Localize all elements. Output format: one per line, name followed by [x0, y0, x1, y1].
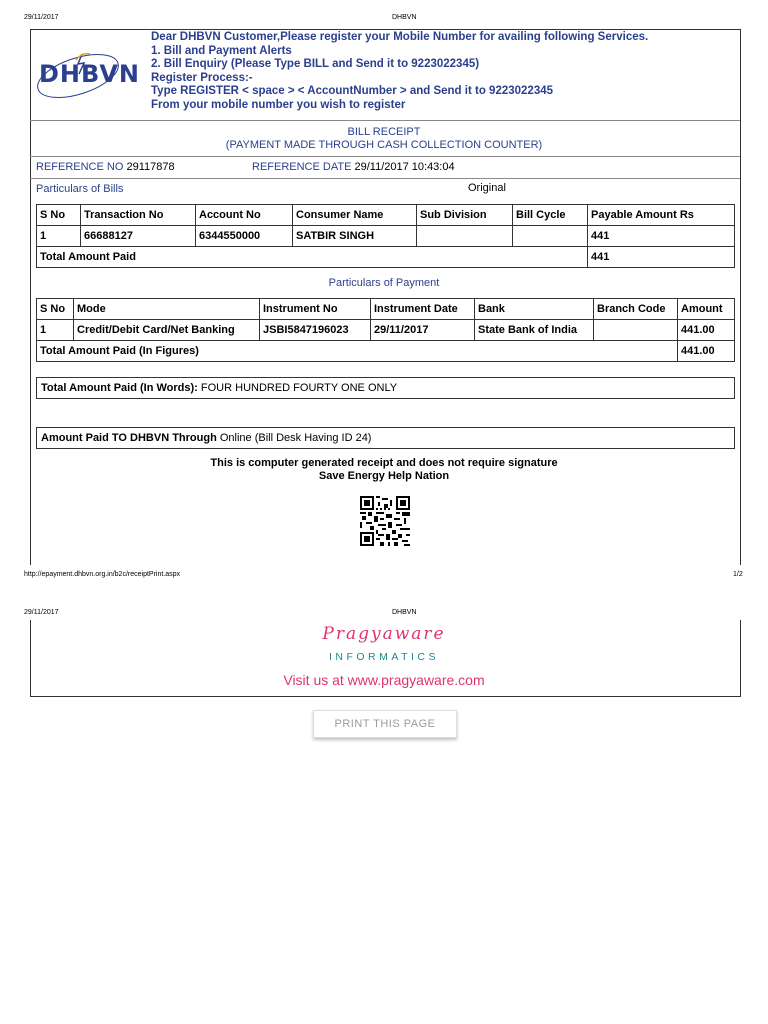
cell: Credit/Debit Card/Net Banking [74, 320, 260, 341]
amount-in-words-value: FOUR HUNDRED FOURTY ONE ONLY [200, 382, 398, 394]
cell: 441.00 [678, 320, 735, 341]
total-label: Total Amount Paid [37, 247, 588, 268]
header-cell: Consumer Name [293, 205, 417, 226]
reference-no [36, 161, 175, 173]
computer-generated-note: This is computer generated receipt and does not require signature [210, 457, 558, 469]
cell: 29/11/2017 [371, 320, 475, 341]
amount-in-words [36, 377, 735, 399]
dhbvn-logo [34, 46, 140, 102]
payment-table [36, 298, 735, 362]
bills-table [36, 204, 735, 268]
table-row [37, 226, 735, 247]
reference-no-value: 29117878 [126, 161, 175, 173]
pragyaware-visit-link[interactable]: Visit us at www.pragyaware.com [283, 672, 485, 688]
cell [513, 226, 588, 247]
page1-site: DHBVN [392, 14, 417, 21]
header-cell: Amount [678, 299, 735, 320]
header-cell: Transaction No [81, 205, 196, 226]
header-cell: Instrument Date [371, 299, 475, 320]
table-row [37, 320, 735, 341]
cell: 441 [588, 226, 735, 247]
notice-line-1: Dear DHBVN Customer,Please register your Mobile Number for availing following Services. [151, 31, 649, 43]
page2-site: DHBVN [392, 609, 417, 616]
particulars-of-payment: Particulars of Payment [328, 277, 440, 289]
header-cell: Bank [475, 299, 594, 320]
reference-date-label: REFERENCE DATE [252, 161, 352, 173]
header-cell: Bill Cycle [513, 205, 588, 226]
save-energy-note: Save Energy Help Nation [318, 470, 450, 482]
notice-line-4: Register Process:- [151, 71, 253, 84]
header-cell: Branch Code [594, 299, 678, 320]
receipt-subtitle: (PAYMENT MADE THROUGH CASH COLLECTION COUNTER) [225, 139, 543, 151]
page1-footer-url: http://epayment.dhbvn.org.in/b2c/receiptPrint.aspx [24, 571, 181, 578]
cell [594, 320, 678, 341]
total-row [37, 341, 735, 362]
cell [417, 226, 513, 247]
copy-type: Original [468, 182, 506, 194]
qr-code [360, 496, 410, 546]
header-cell: Account No [196, 205, 293, 226]
paid-through-label: Amount Paid TO DHBVN Through [41, 432, 217, 444]
reference-date [252, 161, 455, 173]
reference-no-label: REFERENCE NO [36, 161, 124, 173]
notice-line-3: 2. Bill Enquiry (Please Type BILL and Send it to 9223022345) [151, 58, 480, 71]
cell: 6344550000 [196, 226, 293, 247]
page1-date: 29/11/2017 [24, 14, 59, 21]
page1-page-number: 1/2 [733, 571, 743, 578]
header-cell: Instrument No [260, 299, 371, 320]
notice-line-6: From your mobile number you wish to register [151, 98, 406, 111]
cell: 1 [37, 226, 81, 247]
header-cell: S No [37, 299, 74, 320]
header-cell: Sub Division [417, 205, 513, 226]
dhbvn-logo-text: DHBVN [39, 60, 140, 88]
reference-date-value: 29/11/2017 10:43:04 [354, 161, 455, 173]
page2-date: 29/11/2017 [24, 609, 59, 616]
total-value: 441 [588, 247, 735, 268]
print-button[interactable]: PRINT THIS PAGE [313, 710, 457, 738]
divider [30, 120, 740, 121]
divider [30, 178, 740, 179]
pragyaware-informatics: INFORMATICS [328, 651, 440, 663]
cell: State Bank of India [475, 320, 594, 341]
pragyaware-logo-script: Pragyaware [322, 624, 446, 644]
paid-through [36, 427, 735, 449]
header-cell: Mode [74, 299, 260, 320]
paid-through-value: Online (Bill Desk Having ID 24) [219, 432, 372, 444]
total-value: 441.00 [678, 341, 735, 362]
registration-notice [151, 31, 648, 113]
total-label: Total Amount Paid (In Figures) [37, 341, 678, 362]
notice-line-2: 1. Bill and Payment Alerts [151, 44, 292, 57]
cell: SATBIR SINGH [293, 226, 417, 247]
particulars-of-bills: Particulars of Bills [36, 183, 124, 195]
header-cell: S No [37, 205, 81, 226]
total-row [37, 247, 735, 268]
cell: 1 [37, 320, 74, 341]
cell: JSBI5847196023 [260, 320, 371, 341]
divider [30, 156, 740, 157]
table-header-row [37, 299, 735, 320]
table-header-row [37, 205, 735, 226]
notice-line-5: Type REGISTER < space > < AccountNumber > and Send it to 9223022345 [151, 85, 554, 98]
header-cell: Payable Amount Rs [588, 205, 735, 226]
receipt-title: BILL RECEIPT [347, 126, 421, 138]
amount-in-words-label: Total Amount Paid (In Words): [41, 382, 198, 394]
cell: 66688127 [81, 226, 196, 247]
